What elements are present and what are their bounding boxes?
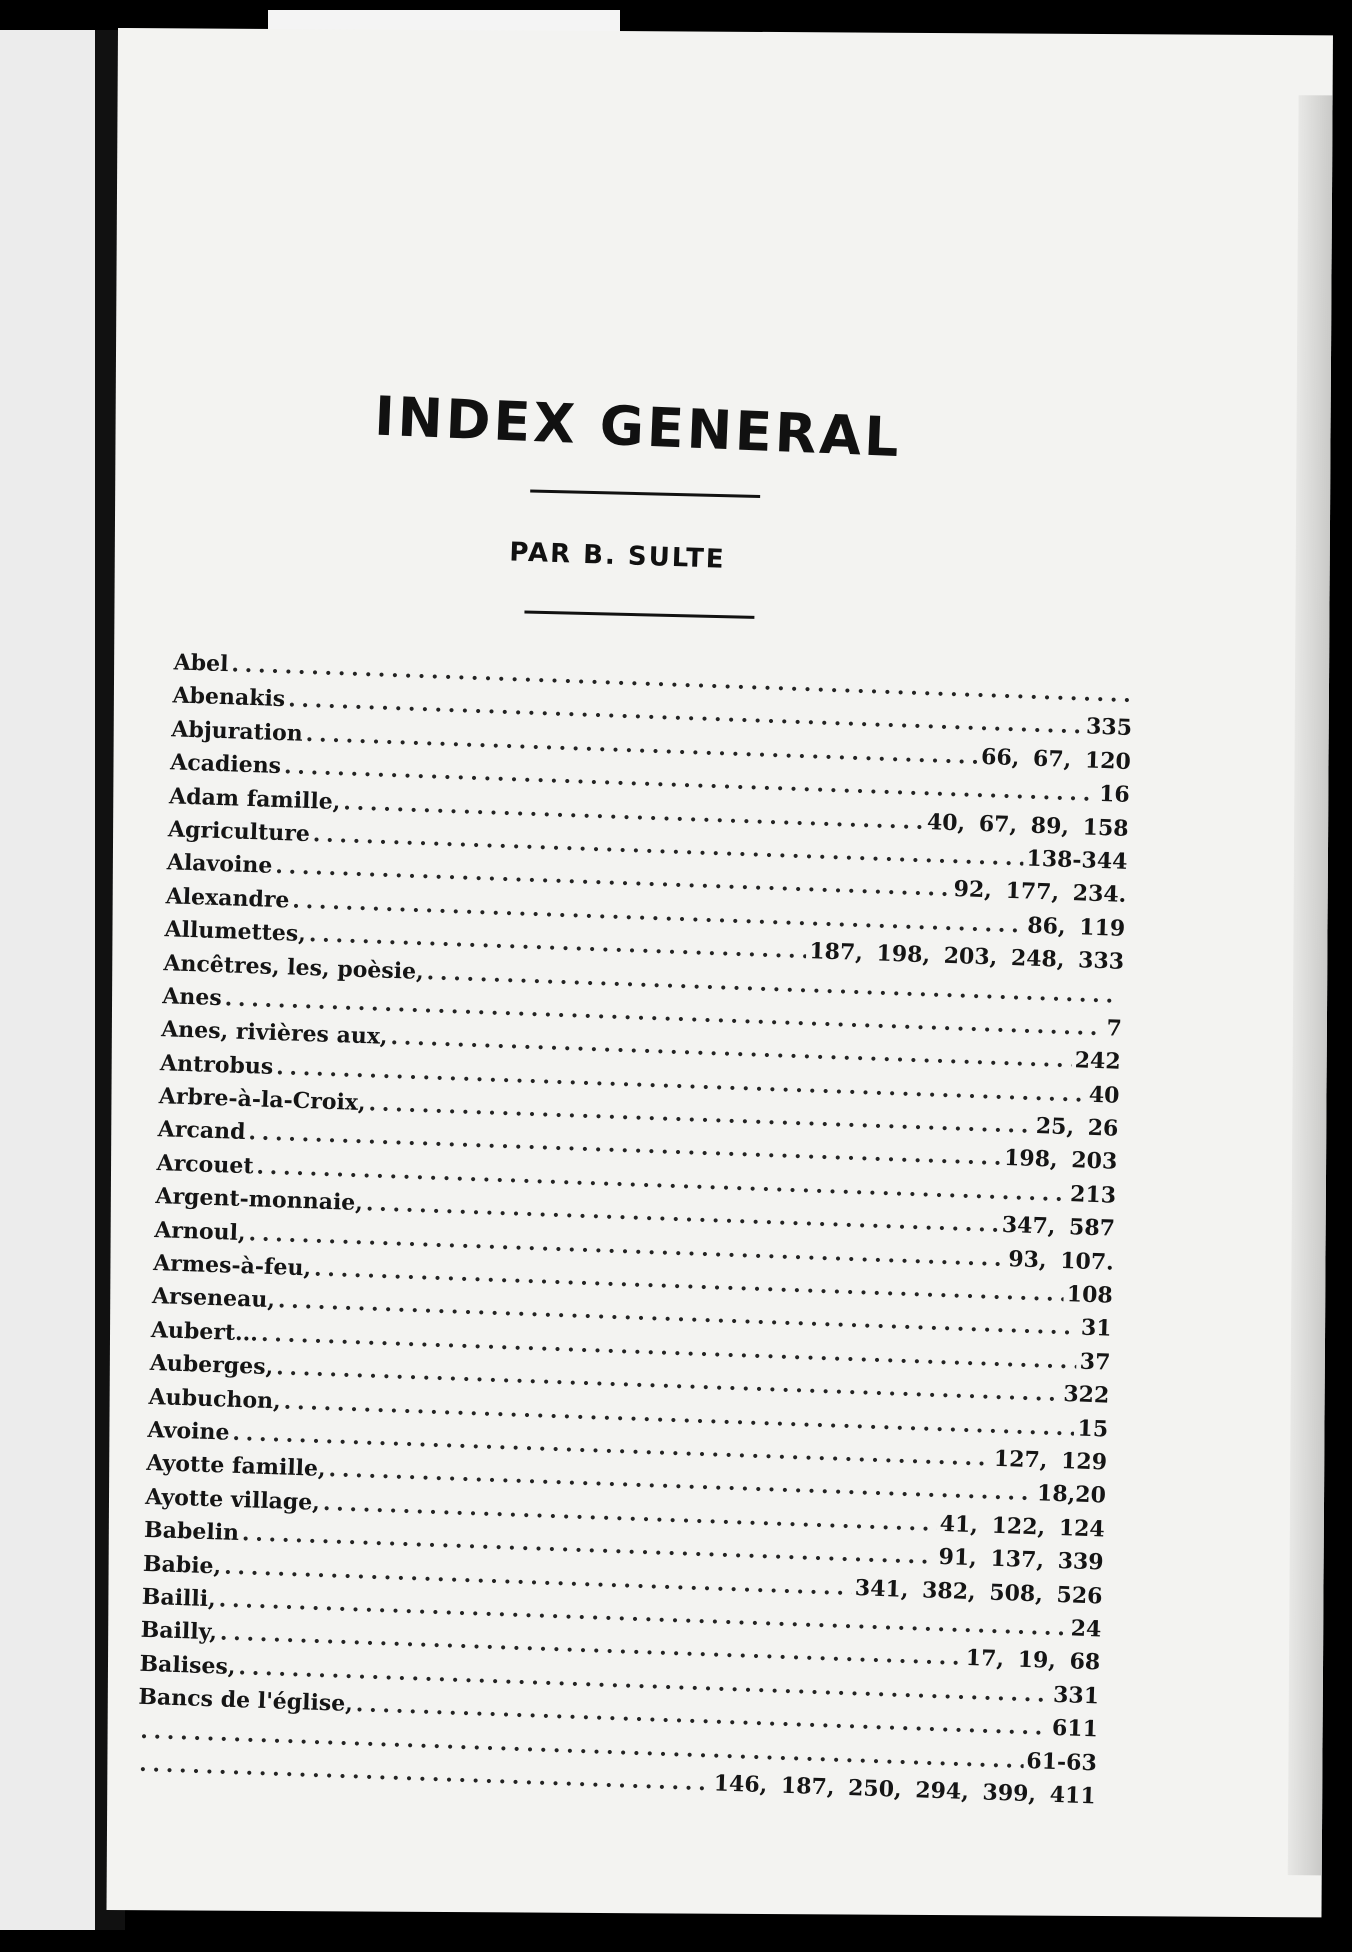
index-entry-pages: 61-63 [1025, 1747, 1098, 1776]
index-entry-name: Arnoul, [153, 1216, 247, 1246]
facing-page-edge [0, 30, 95, 1930]
index-entry-name: Abel [173, 649, 229, 678]
index-entry-name: Auberges, [149, 1350, 274, 1381]
index-entry-name: Arcand [157, 1116, 246, 1146]
page-subtitle: PAR B. SULTE [508, 537, 726, 575]
index-entry-name: Bailly, [140, 1617, 218, 1646]
index-entry-pages: 108 [1066, 1281, 1114, 1309]
index-entry-pages: 347, 587 [1001, 1212, 1116, 1242]
index-entry-name: Bancs de l'église, [138, 1683, 354, 1718]
index-entry-name: Abjuration [170, 716, 304, 747]
index-entry-pages: 24 [1070, 1615, 1102, 1643]
index-entry-pages: 25, 26 [1035, 1113, 1119, 1142]
index-entry-name: Allumettes, [164, 916, 307, 948]
subtitle-rule [524, 610, 754, 618]
index-entry-name: Acadiens [169, 749, 282, 780]
index-entry-name: Aubert... [150, 1316, 259, 1347]
index-entry-pages: 31 [1080, 1315, 1112, 1343]
index-entry-pages: 41, 122, 124 [939, 1510, 1106, 1543]
index-entry-pages: 86, 119 [1026, 912, 1126, 942]
index-entry-pages: 17, 19, 68 [965, 1645, 1101, 1676]
index-entry-pages: 611 [1051, 1714, 1099, 1743]
index-entry-name: Arbre-à-la-Croix, [158, 1083, 367, 1117]
index-entry-pages: 15 [1077, 1415, 1109, 1443]
index-entry-pages: 127, 129 [993, 1445, 1108, 1476]
index-entry-pages: 138-344 [1026, 845, 1128, 875]
index-entry-pages: 18,20 [1036, 1480, 1107, 1509]
index-entry-name: Ancêtres, les, poèsie, [163, 949, 425, 985]
index-entry-pages: 146, 187, 250, 294, 399, 411 [713, 1770, 1097, 1810]
index-entry-name: Babie, [142, 1550, 222, 1580]
index-entry-pages: 335 [1085, 713, 1133, 742]
index-entry-name: Balises, [139, 1650, 236, 1680]
index-entry-pages: 93, 107. [1007, 1245, 1115, 1276]
index-entry-pages: 40 [1088, 1081, 1120, 1109]
index-entry-pages: 213 [1069, 1181, 1117, 1209]
index-entry-pages: 66, 67, 120 [980, 743, 1132, 775]
index-entry-pages: 242 [1074, 1047, 1122, 1076]
index-entry-pages: 92, 177, 234. [953, 876, 1127, 909]
index-entry-name: Anes, rivières aux, [160, 1016, 389, 1051]
index-entry-pages: 331 [1052, 1681, 1100, 1710]
index-entry-name: Alexandre [165, 882, 290, 914]
index-entry-name: Abenakis [172, 682, 286, 713]
index-entry-name: Arcouet [156, 1149, 254, 1180]
index-entry-pages: 40, 67, 89, 158 [926, 808, 1130, 842]
index-entry-name: Avoine [147, 1416, 230, 1446]
index-entry-name: Babelin [143, 1517, 240, 1547]
index-entry-pages: 91, 137, 339 [938, 1544, 1105, 1576]
index-entry-name: Ayotte village, [144, 1483, 321, 1516]
index-entry-pages: 198, 203 [1003, 1145, 1118, 1176]
index-entry-name: Argent-monnaie, [155, 1183, 364, 1217]
index-entry-pages: 7 [1106, 1015, 1123, 1042]
index-entry-pages: 37 [1079, 1348, 1111, 1376]
index-entry-pages: 16 [1098, 781, 1131, 809]
page-title: INDEX GENERAL [373, 384, 903, 470]
title-rule [530, 490, 760, 498]
index-entry-name: Anes [161, 983, 223, 1012]
index-entry-pages: 187, 198, 203, 248, 333 [808, 938, 1125, 975]
index-entry-name: Ayotte famille, [145, 1450, 327, 1483]
index-entry-name: Aubuchon, [148, 1383, 282, 1415]
index-entry-name: Antrobus [159, 1049, 274, 1080]
index-entry-name: Armes-à-feu, [152, 1250, 312, 1282]
index-page [107, 28, 1333, 1917]
index-list [136, 646, 1134, 1813]
index-entry-name: Alavoine [166, 849, 273, 880]
page-edge-shadow [1288, 95, 1333, 1875]
index-entry-name: Arseneau, [151, 1283, 276, 1314]
index-entry-name: Agriculture [167, 816, 311, 848]
index-entry-pages: 341, 382, 508, 526 [854, 1574, 1103, 1610]
index-entry-name: Adam famille, [168, 782, 341, 815]
index-entry-name: Bailli, [141, 1583, 217, 1613]
index-entry-pages: 322 [1062, 1381, 1110, 1409]
